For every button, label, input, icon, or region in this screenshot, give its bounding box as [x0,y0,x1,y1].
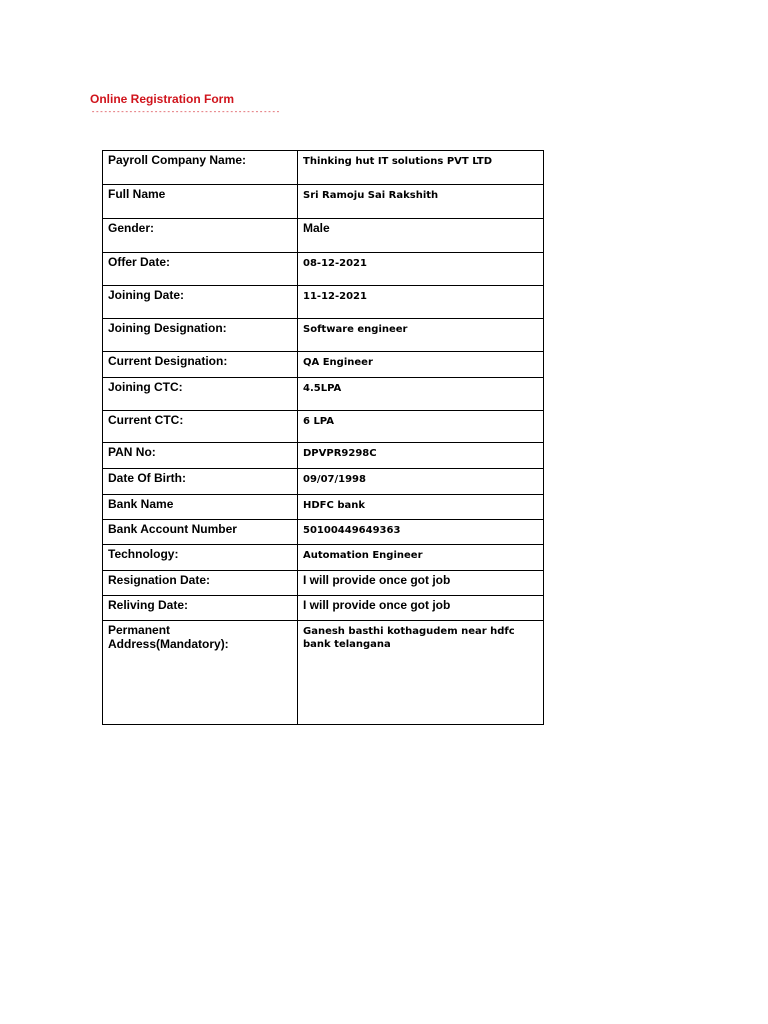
label-full-name: Full Name [103,185,298,219]
row-current-ctc [103,411,544,443]
row-current-designation [103,352,544,378]
label-joining-ctc: Joining CTC: [103,378,298,411]
title-underline: --------------------------------------------- [91,109,281,117]
value-date-of-birth: 09/07/1998 [298,469,544,495]
row-joining-ctc [103,378,544,411]
row-date-of-birth [103,469,544,495]
form-title: Online Registration Form [90,92,235,106]
row-offer-date [103,253,544,286]
label-joining-designation: Joining Designation: [103,319,298,352]
value-payroll-company: Thinking hut IT solutions PVT LTD [298,151,544,185]
label-gender: Gender: [103,219,298,253]
label-bank-name: Bank Name [103,495,298,520]
value-gender: Male [298,219,544,253]
value-reliving-date: I will provide once got job [298,596,544,621]
value-resignation-date: I will provide once got job [298,571,544,596]
row-gender [103,219,544,253]
value-offer-date: 08-12-2021 [298,253,544,286]
label-bank-account-number: Bank Account Number [103,520,298,545]
value-current-ctc: 6 LPA [298,411,544,443]
value-bank-account-number: 50100449649363 [298,520,544,545]
label-permanent-address: Permanent Address(Mandatory): [103,621,298,725]
row-bank-name [103,495,544,520]
row-joining-date [103,286,544,319]
label-current-ctc: Current CTC: [103,411,298,443]
value-joining-ctc: 4.5LPA [298,378,544,411]
value-bank-name: HDFC bank [298,495,544,520]
value-technology: Automation Engineer [298,545,544,571]
value-current-designation: QA Engineer [298,352,544,378]
label-technology: Technology: [103,545,298,571]
row-reliving-date [103,596,544,621]
label-resignation-date: Resignation Date: [103,571,298,596]
registration-table [102,150,544,725]
value-full-name: Sri Ramoju Sai Rakshith [298,185,544,219]
row-bank-account-number [103,520,544,545]
value-joining-date: 11-12-2021 [298,286,544,319]
label-joining-date: Joining Date: [103,286,298,319]
row-full-name [103,185,544,219]
value-permanent-address: Ganesh basthi kothagudem near hdfc bank telangana [298,621,544,725]
row-resignation-date [103,571,544,596]
label-pan-no: PAN No: [103,443,298,469]
label-date-of-birth: Date Of Birth: [103,469,298,495]
label-offer-date: Offer Date: [103,253,298,286]
row-technology [103,545,544,571]
label-current-designation: Current Designation: [103,352,298,378]
row-joining-designation [103,319,544,352]
row-payroll-company [103,151,544,185]
label-reliving-date: Reliving Date: [103,596,298,621]
label-payroll-company: Payroll Company Name: [103,151,298,185]
row-pan-no [103,443,544,469]
value-pan-no: DPVPR9298C [298,443,544,469]
row-permanent-address [103,621,544,725]
value-joining-designation: Software engineer [298,319,544,352]
